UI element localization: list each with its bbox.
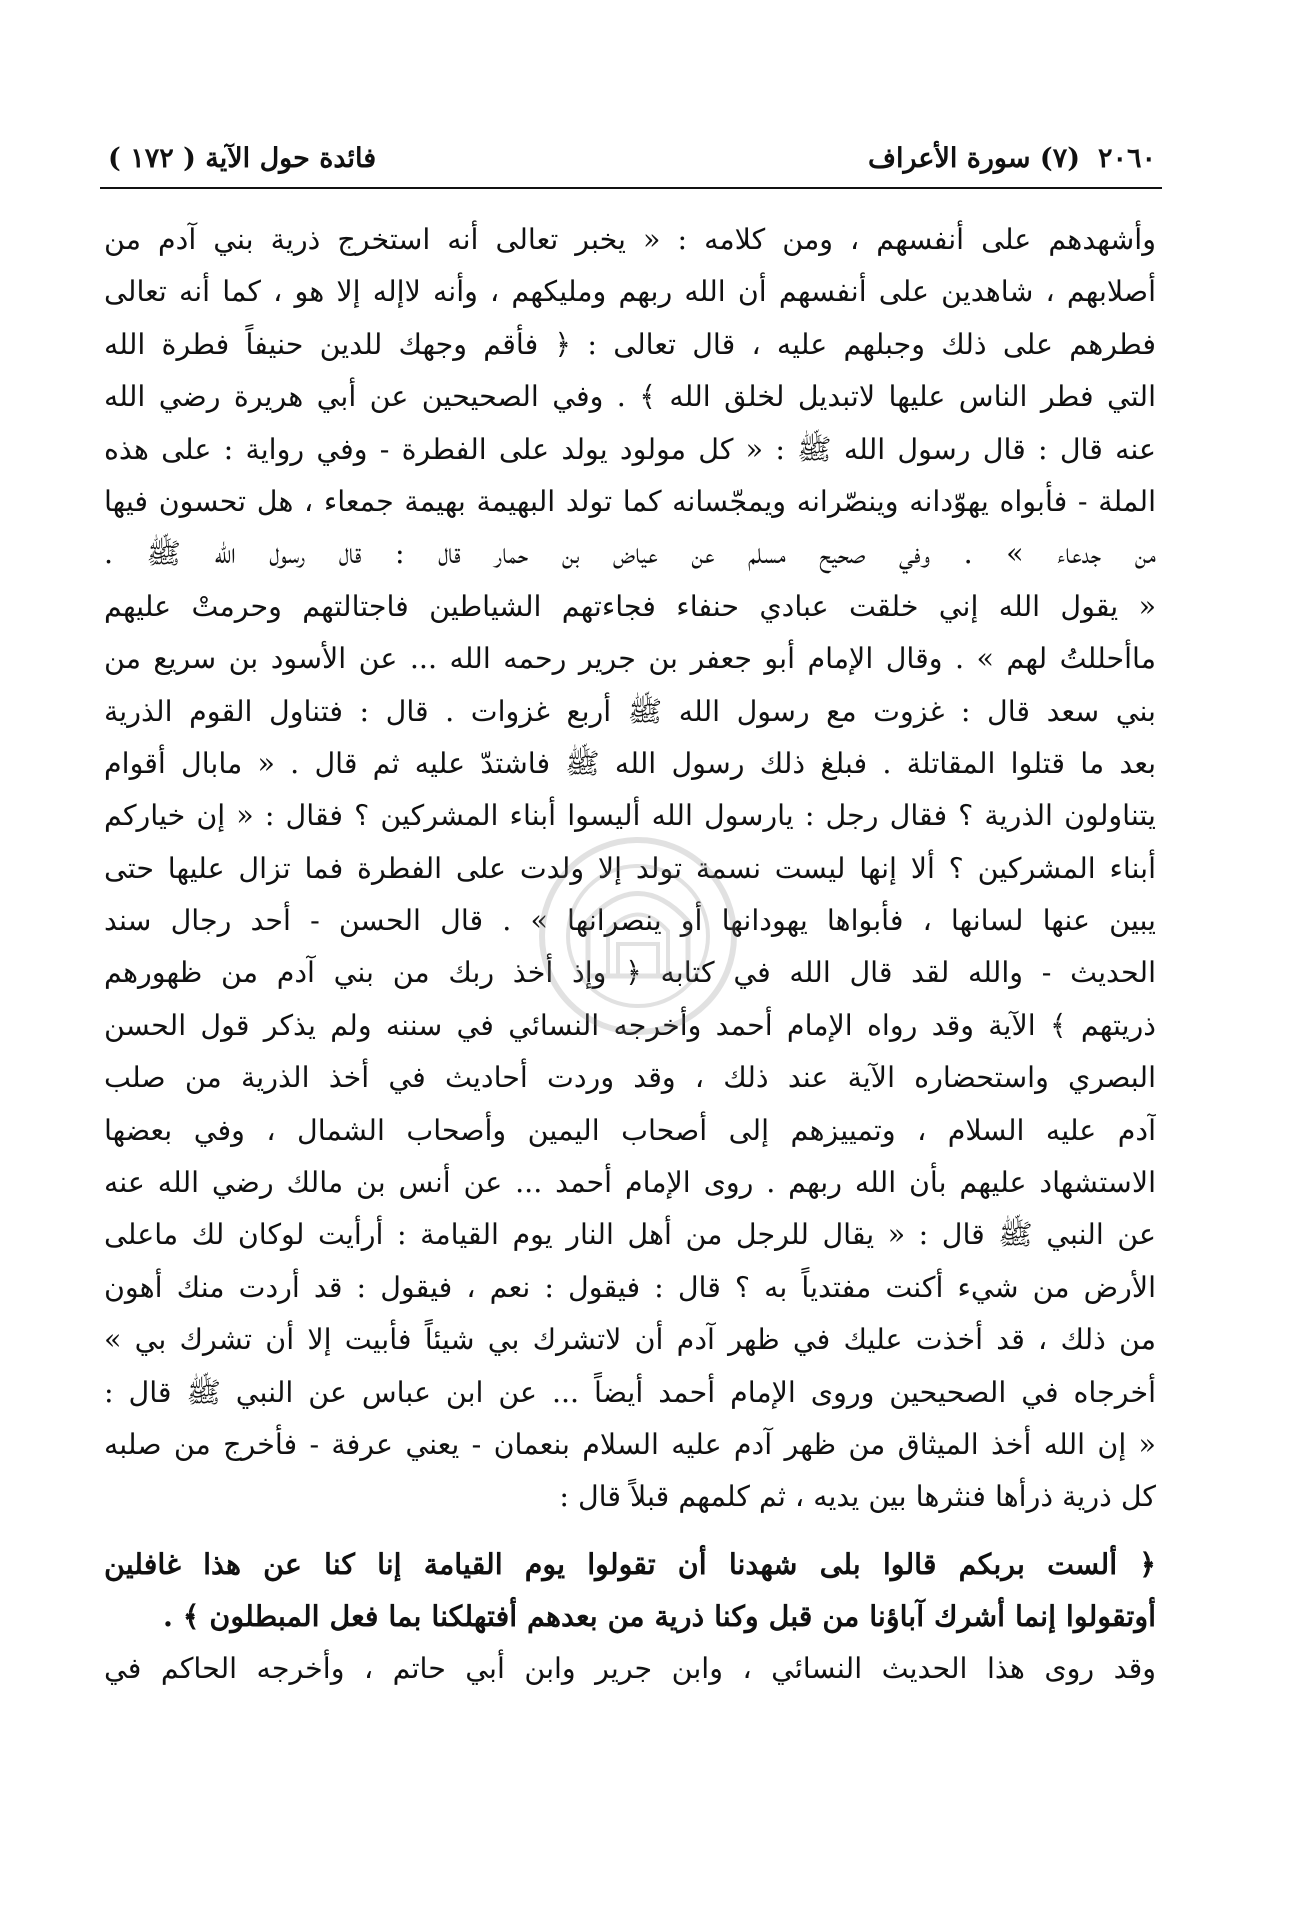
text-line: يبين عنها لسانها ، فأبواها يهودانها أو ينصرانها » . قال الحسن - أحد رجال سند: [104, 904, 1156, 938]
text-line: « يقول الله إني خلقت عبادي حنفاء فجاءتهم الشياطين فاجتالتهم وحرمتْ عليهم: [104, 589, 1156, 623]
quran-quote-line: أوتقولوا إنما أشرك آباؤنا من قبل وكنا ذرية من بعدهم أفتهلكنا بما فعل المبطلون ﴾ .: [162, 1599, 1156, 1634]
text-line: أبناء المشركين ؟ ألا إنها ليست نسمة تولد إلا ولدت على الفطرة فما تزال عليها حتى: [104, 851, 1156, 885]
page-number: ٢٠٦٠: [1097, 142, 1156, 174]
text-line: من ذلك ، قد أخذت عليك في ظهر آدم أن لاتشرك بي شيئاً فأبيت إلا أن تشرك بي »: [104, 1323, 1156, 1357]
text-line: ذريتهم ﴾ الآية وقد رواه الإمام أحمد وأخرجه النسائي في سننه ولم يذكر قول الحسن: [104, 1008, 1156, 1042]
paragraph-gap: [104, 1524, 1156, 1538]
text-line: كل ذرية ذرأها فنثرها بين يديه ، ثم كلمهم قبلاً قال :: [559, 1480, 1156, 1514]
text-line: البصري واستحضاره الآية عند ذلك ، وقد وردت أحاديث في أخذ الذرية من صلب: [104, 1061, 1156, 1095]
text-line: بني سعد قال : غزوت مع رسول الله ﷺ أربع غزوات . قال : فتناول القوم الذرية: [104, 694, 1156, 728]
text-line: أصلابهم ، شاهدين على أنفسهم أن الله ربهم ومليكهم ، وأنه لاإله إلا هو ، كما أنه تعالى: [104, 275, 1156, 309]
text-line: وأشهدهم على أنفسهم ، ومن كلامه : « يخبر تعالى أنه استخرج ذرية بني آدم من: [104, 223, 1156, 256]
text-line: التي فطر الناس عليها لاتبديل لخلق الله ﴾ . وفي الصحيحين عن أبي هريرة رضي الله: [104, 380, 1156, 414]
text-line: أخرجاه في الصحيحين وروى الإمام أحمد أيضاً ... عن ابن عباس عن النبي ﷺ قال :: [104, 1375, 1156, 1409]
text-line: من جدعاء » . وفي صحيح مسلم عن عياض بن حمار قال : قال رسول الله ﷺ .: [104, 537, 1156, 571]
quran-quote-line: ﴿ ألست بربكم قالوا بلى شهدنا أن تقولوا يوم القيامة إنا كنا عن هذا غافلين: [104, 1546, 1156, 1581]
text-line: الملة - فأبواه يهوّدانه وينصّرانه ويمجّسانه كما تولد البهيمة بهيمة جمعاء ، هل تحسون فيها: [104, 484, 1156, 518]
text-line: فطرهم على ذلك وجبلهم عليه ، قال تعالى : ﴿ فأقم وجهك للدين حنيفاً فطرة الله: [104, 327, 1156, 361]
header-right-group: [868, 143, 1156, 174]
running-title: فائدة حول الآية ( ١٧٢ ): [108, 142, 377, 174]
text-line: يتناولون الذرية ؟ فقال رجل : يارسول الله أليسوا أبناء المشركين ؟ فقال : « إن خياركم: [104, 799, 1156, 833]
text-line: عنه قال : قال رسول الله ﷺ : « كل مولود يولد على الفطرة - وفي رواية : على هذه: [104, 432, 1156, 466]
page-header: [108, 136, 1156, 180]
library-seal-icon: [528, 826, 748, 1046]
text-line: الاستشهاد عليهم بأن الله ربهم . روى الإمام أحمد ... عن أنس بن مالك رضي الله عنه: [104, 1166, 1156, 1200]
header-divider: [100, 187, 1162, 189]
text-line: ماأحللتُ لهم » . وقال الإمام أبو جعفر بن جرير رحمه الله ... عن الأسود بن سريع من: [104, 642, 1156, 676]
text-line: الأرض من شيء أكنت مفتدياً به ؟ قال : فيقول : نعم ، فيقول : قد أردت منك أهون: [104, 1270, 1156, 1304]
chapter-title: (٧) سورة الأعراف: [867, 142, 1080, 174]
text-line: بعد ما قتلوا المقاتلة . فبلغ ذلك رسول الله ﷺ فاشتدّ عليه ثم قال . « مابال أقوام: [104, 746, 1156, 780]
text-line: الحديث - والله لقد قال الله في كتابه ﴿ وإذ أخذ ربك من بني آدم من ظهورهم: [104, 956, 1156, 990]
text-line: وقد روى هذا الحديث النسائي ، وابن جرير وابن أبي حاتم ، وأخرجه الحاكم في: [104, 1651, 1156, 1685]
text-line: « إن الله أخذ الميثاق من ظهر آدم عليه السلام بنعمان - يعني عرفة - فأخرج من صلبه: [104, 1427, 1156, 1461]
text-line: آدم عليه السلام ، وتمييزهم إلى أصحاب اليمين وأصحاب الشمال ، وفي بعضها: [104, 1113, 1156, 1147]
text-line: عن النبي ﷺ قال : « يقال للرجل من أهل النار يوم القيامة : أرأيت لوكان لك ماعلى: [104, 1218, 1156, 1252]
